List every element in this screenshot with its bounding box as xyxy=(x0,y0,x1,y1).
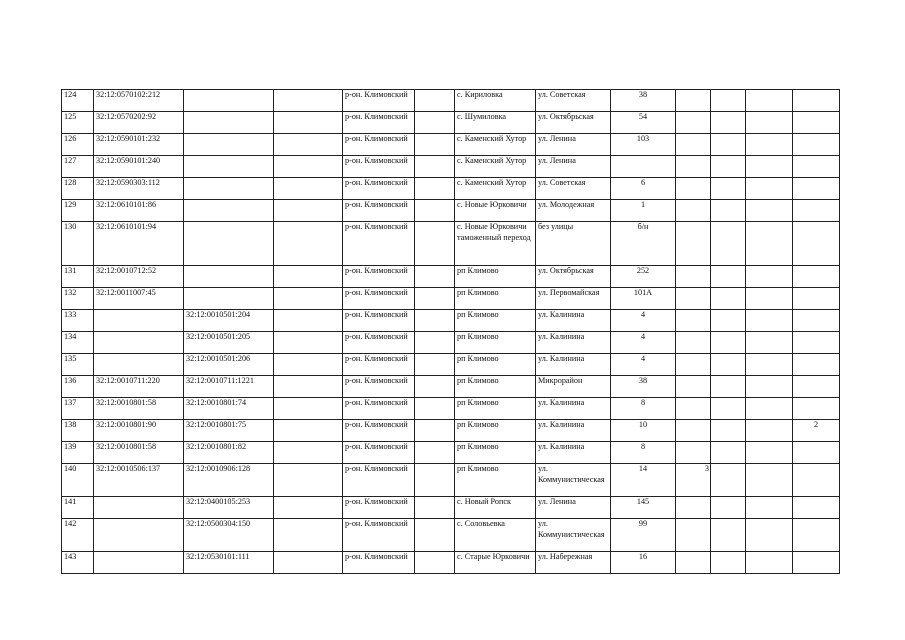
locality-cell: с. Новые Юрковичи xyxy=(455,200,536,222)
street-cell: ул. Набережная xyxy=(536,552,611,574)
row-number-cell: 133 xyxy=(62,310,94,332)
empty-cell xyxy=(746,90,793,112)
row-number-cell: 141 xyxy=(62,497,94,519)
building-cadastral-cell: 32:12:0010801:74 xyxy=(184,398,274,420)
row-number-cell: 138 xyxy=(62,420,94,442)
table-row xyxy=(62,178,840,200)
row-number-cell: 132 xyxy=(62,288,94,310)
empty-cell xyxy=(711,354,746,376)
empty-cell xyxy=(746,310,793,332)
street-cell: ул. Советская xyxy=(536,90,611,112)
house-number-cell: 252 xyxy=(611,266,676,288)
building-cadastral-cell: 32:12:0010501:204 xyxy=(184,310,274,332)
extra-cell-3 xyxy=(793,376,840,398)
house-number-cell: 4 xyxy=(611,310,676,332)
district-cell: р-он. Климовский xyxy=(343,156,415,178)
empty-cell xyxy=(274,178,343,200)
empty-cell xyxy=(415,354,455,376)
empty-cell xyxy=(746,354,793,376)
empty-cell xyxy=(415,222,455,266)
table-row xyxy=(62,222,840,266)
building-cadastral-cell xyxy=(184,288,274,310)
empty-cell xyxy=(746,156,793,178)
empty-cell xyxy=(711,178,746,200)
table-row xyxy=(62,134,840,156)
empty-cell xyxy=(711,222,746,266)
district-cell: р-он. Климовский xyxy=(343,178,415,200)
empty-cell xyxy=(746,464,793,497)
building-cadastral-cell: 32:12:0500304:150 xyxy=(184,519,274,552)
row-number-cell: 131 xyxy=(62,266,94,288)
table-row xyxy=(62,519,840,552)
extra-cell-3 xyxy=(793,178,840,200)
row-number-cell: 139 xyxy=(62,442,94,464)
empty-cell xyxy=(274,398,343,420)
empty-cell xyxy=(415,134,455,156)
building-cadastral-cell xyxy=(184,266,274,288)
district-cell: р-он. Климовский xyxy=(343,112,415,134)
empty-cell xyxy=(711,332,746,354)
extra-cell-3 xyxy=(793,442,840,464)
row-number-cell: 135 xyxy=(62,354,94,376)
locality-cell: рп Климово xyxy=(455,332,536,354)
row-number-cell: 134 xyxy=(62,332,94,354)
empty-cell xyxy=(711,398,746,420)
street-cell: ул. Калинина xyxy=(536,442,611,464)
district-cell: р-он. Климовский xyxy=(343,200,415,222)
extra-cell-3 xyxy=(793,464,840,497)
street-cell: ул. Коммунистическая xyxy=(536,464,611,497)
building-cadastral-cell: 32:12:0400105:253 xyxy=(184,497,274,519)
empty-cell xyxy=(746,288,793,310)
empty-cell xyxy=(415,156,455,178)
empty-cell xyxy=(711,442,746,464)
house-number-cell: 4 xyxy=(611,354,676,376)
house-number-cell: 145 xyxy=(611,497,676,519)
extra-cell-1 xyxy=(676,497,711,519)
building-cadastral-cell xyxy=(184,200,274,222)
table-row xyxy=(62,310,840,332)
extra-cell-3 xyxy=(793,288,840,310)
locality-cell: с. Шумиловка xyxy=(455,112,536,134)
extra-cell-1 xyxy=(676,332,711,354)
extra-cell-1 xyxy=(676,90,711,112)
house-number-cell: 14 xyxy=(611,464,676,497)
cadastral-number-cell xyxy=(94,354,184,376)
empty-cell xyxy=(274,376,343,398)
house-number-cell: 38 xyxy=(611,376,676,398)
empty-cell xyxy=(711,112,746,134)
empty-cell xyxy=(711,134,746,156)
extra-cell-3 xyxy=(793,134,840,156)
district-cell: р-он. Климовский xyxy=(343,222,415,266)
empty-cell xyxy=(711,376,746,398)
extra-cell-3 xyxy=(793,519,840,552)
house-number-cell: 8 xyxy=(611,398,676,420)
empty-cell xyxy=(711,266,746,288)
building-cadastral-cell: 32:12:0010906:128 xyxy=(184,464,274,497)
row-number-cell: 142 xyxy=(62,519,94,552)
empty-cell xyxy=(746,112,793,134)
row-number-cell: 126 xyxy=(62,134,94,156)
extra-cell-3 xyxy=(793,497,840,519)
table-body xyxy=(62,90,840,574)
building-cadastral-cell xyxy=(184,134,274,156)
building-cadastral-cell: 32:12:0530101:111 xyxy=(184,552,274,574)
street-cell: ул. Калинина xyxy=(536,354,611,376)
cadastral-number-cell xyxy=(94,519,184,552)
building-cadastral-cell xyxy=(184,112,274,134)
table-row xyxy=(62,464,840,497)
empty-cell xyxy=(711,310,746,332)
table-row xyxy=(62,156,840,178)
street-cell: ул. Коммунистическая xyxy=(536,519,611,552)
cadastral-number-cell: 32:12:0570202:92 xyxy=(94,112,184,134)
cadastral-number-cell: 32:12:0590101:232 xyxy=(94,134,184,156)
building-cadastral-cell: 32:12:0010801:82 xyxy=(184,442,274,464)
building-cadastral-cell xyxy=(184,90,274,112)
table-row xyxy=(62,112,840,134)
cadastral-number-cell: 32:12:0010801:58 xyxy=(94,398,184,420)
street-cell: ул. Калинина xyxy=(536,332,611,354)
empty-cell xyxy=(274,288,343,310)
empty-cell xyxy=(415,332,455,354)
empty-cell xyxy=(415,200,455,222)
empty-cell xyxy=(711,464,746,497)
cadastral-number-cell: 32:12:0010712:52 xyxy=(94,266,184,288)
empty-cell xyxy=(274,497,343,519)
extra-cell-1: 3 xyxy=(676,464,711,497)
extra-cell-1 xyxy=(676,222,711,266)
empty-cell xyxy=(711,156,746,178)
extra-cell-3 xyxy=(793,200,840,222)
empty-cell xyxy=(415,178,455,200)
empty-cell xyxy=(711,519,746,552)
locality-cell: с. Старые Юрковичи xyxy=(455,552,536,574)
house-number-cell: 6 xyxy=(611,178,676,200)
empty-cell xyxy=(274,519,343,552)
empty-cell xyxy=(274,310,343,332)
row-number-cell: 128 xyxy=(62,178,94,200)
building-cadastral-cell xyxy=(184,178,274,200)
building-cadastral-cell: 32:12:0010501:206 xyxy=(184,354,274,376)
street-cell: ул. Октябрьская xyxy=(536,266,611,288)
house-number-cell: 101А xyxy=(611,288,676,310)
locality-cell: рп Климово xyxy=(455,398,536,420)
locality-cell: с. Новый Ропск xyxy=(455,497,536,519)
extra-cell-3 xyxy=(793,90,840,112)
street-cell: ул. Ленина xyxy=(536,156,611,178)
empty-cell xyxy=(746,200,793,222)
empty-cell xyxy=(415,464,455,497)
empty-cell xyxy=(274,134,343,156)
empty-cell xyxy=(746,420,793,442)
cadastral-number-cell xyxy=(94,497,184,519)
empty-cell xyxy=(746,376,793,398)
building-cadastral-cell xyxy=(184,156,274,178)
district-cell: р-он. Климовский xyxy=(343,464,415,497)
locality-cell: рп Климово xyxy=(455,442,536,464)
extra-cell-1 xyxy=(676,266,711,288)
empty-cell xyxy=(711,497,746,519)
extra-cell-3 xyxy=(793,332,840,354)
locality-cell: рп Климово xyxy=(455,288,536,310)
extra-cell-3 xyxy=(793,552,840,574)
extra-cell-1 xyxy=(676,552,711,574)
house-number-cell: 103 xyxy=(611,134,676,156)
table-row xyxy=(62,332,840,354)
table-row xyxy=(62,90,840,112)
table-row xyxy=(62,200,840,222)
empty-cell xyxy=(746,398,793,420)
cadastral-number-cell: 32:12:0610101:94 xyxy=(94,222,184,266)
row-number-cell: 137 xyxy=(62,398,94,420)
district-cell: р-он. Климовский xyxy=(343,354,415,376)
extra-cell-3 xyxy=(793,310,840,332)
cadastral-number-cell: 32:12:0610101:86 xyxy=(94,200,184,222)
registry-table xyxy=(61,89,840,574)
empty-cell xyxy=(415,398,455,420)
building-cadastral-cell: 32:12:0010501:205 xyxy=(184,332,274,354)
row-number-cell: 140 xyxy=(62,464,94,497)
cadastral-number-cell: 32:12:0590303:112 xyxy=(94,178,184,200)
extra-cell-1 xyxy=(676,376,711,398)
cadastral-number-cell: 32:12:0010801:58 xyxy=(94,442,184,464)
locality-cell: рп Климово xyxy=(455,420,536,442)
house-number-cell: 38 xyxy=(611,90,676,112)
locality-cell: с. Кириловка xyxy=(455,90,536,112)
extra-cell-1 xyxy=(676,310,711,332)
extra-cell-3: 2 xyxy=(793,420,840,442)
empty-cell xyxy=(415,552,455,574)
district-cell: р-он. Климовский xyxy=(343,134,415,156)
extra-cell-3 xyxy=(793,156,840,178)
table-row xyxy=(62,442,840,464)
house-number-cell: 4 xyxy=(611,332,676,354)
cadastral-number-cell xyxy=(94,332,184,354)
empty-cell xyxy=(415,420,455,442)
empty-cell xyxy=(274,442,343,464)
locality-cell: с. Каменский Хутор xyxy=(455,178,536,200)
extra-cell-3 xyxy=(793,354,840,376)
extra-cell-1 xyxy=(676,112,711,134)
street-cell: ул. Первомайская xyxy=(536,288,611,310)
empty-cell xyxy=(746,332,793,354)
street-cell: без улицы xyxy=(536,222,611,266)
empty-cell xyxy=(746,266,793,288)
empty-cell xyxy=(274,222,343,266)
house-number-cell: 54 xyxy=(611,112,676,134)
row-number-cell: 124 xyxy=(62,90,94,112)
street-cell: ул. Калинина xyxy=(536,398,611,420)
empty-cell xyxy=(415,497,455,519)
cadastral-number-cell: 32:12:0010506:137 xyxy=(94,464,184,497)
table-row xyxy=(62,497,840,519)
empty-cell xyxy=(415,310,455,332)
locality-cell: рп Климово xyxy=(455,266,536,288)
house-number-cell: 16 xyxy=(611,552,676,574)
empty-cell xyxy=(711,90,746,112)
cadastral-number-cell: 32:12:0010711:220 xyxy=(94,376,184,398)
extra-cell-3 xyxy=(793,398,840,420)
empty-cell xyxy=(746,442,793,464)
extra-cell-1 xyxy=(676,178,711,200)
building-cadastral-cell: 32:12:0010801:75 xyxy=(184,420,274,442)
district-cell: р-он. Климовский xyxy=(343,288,415,310)
street-cell: ул. Октябрьская xyxy=(536,112,611,134)
district-cell: р-он. Климовский xyxy=(343,310,415,332)
extra-cell-3 xyxy=(793,112,840,134)
district-cell: р-он. Климовский xyxy=(343,266,415,288)
extra-cell-1 xyxy=(676,354,711,376)
row-number-cell: 143 xyxy=(62,552,94,574)
cadastral-number-cell xyxy=(94,310,184,332)
empty-cell xyxy=(415,90,455,112)
building-cadastral-cell: 32:12:0010711:1221 xyxy=(184,376,274,398)
empty-cell xyxy=(274,90,343,112)
empty-cell xyxy=(746,552,793,574)
district-cell: р-он. Климовский xyxy=(343,519,415,552)
street-cell: ул. Ленина xyxy=(536,134,611,156)
empty-cell xyxy=(415,112,455,134)
empty-cell xyxy=(274,156,343,178)
district-cell: р-он. Климовский xyxy=(343,398,415,420)
locality-cell: рп Климово xyxy=(455,354,536,376)
empty-cell xyxy=(746,134,793,156)
locality-cell: с. Соловьевка xyxy=(455,519,536,552)
locality-cell: с. Каменский Хутор xyxy=(455,156,536,178)
locality-cell: с. Новые Юрковичи таможенный переход xyxy=(455,222,536,266)
empty-cell xyxy=(711,552,746,574)
locality-cell: рп Климово xyxy=(455,464,536,497)
extra-cell-3 xyxy=(793,266,840,288)
cadastral-number-cell: 32:12:0570102:212 xyxy=(94,90,184,112)
locality-cell: с. Каменский Хутор xyxy=(455,134,536,156)
empty-cell xyxy=(274,112,343,134)
building-cadastral-cell xyxy=(184,222,274,266)
district-cell: р-он. Климовский xyxy=(343,90,415,112)
house-number-cell: 99 xyxy=(611,519,676,552)
district-cell: р-он. Климовский xyxy=(343,376,415,398)
district-cell: р-он. Климовский xyxy=(343,552,415,574)
locality-cell: рп Климово xyxy=(455,310,536,332)
empty-cell xyxy=(746,222,793,266)
extra-cell-1 xyxy=(676,200,711,222)
empty-cell xyxy=(711,200,746,222)
row-number-cell: 127 xyxy=(62,156,94,178)
street-cell: ул. Ленина xyxy=(536,497,611,519)
empty-cell xyxy=(274,354,343,376)
row-number-cell: 130 xyxy=(62,222,94,266)
table-row xyxy=(62,420,840,442)
house-number-cell: 8 xyxy=(611,442,676,464)
district-cell: р-он. Климовский xyxy=(343,442,415,464)
empty-cell xyxy=(274,266,343,288)
house-number-cell xyxy=(611,156,676,178)
extra-cell-1 xyxy=(676,398,711,420)
empty-cell xyxy=(746,178,793,200)
district-cell: р-он. Климовский xyxy=(343,420,415,442)
house-number-cell: 1 xyxy=(611,200,676,222)
street-cell: Микрорайон xyxy=(536,376,611,398)
empty-cell xyxy=(274,332,343,354)
row-number-cell: 129 xyxy=(62,200,94,222)
extra-cell-1 xyxy=(676,442,711,464)
empty-cell xyxy=(711,288,746,310)
house-number-cell: б/н xyxy=(611,222,676,266)
street-cell: ул. Советская xyxy=(536,178,611,200)
table-row xyxy=(62,288,840,310)
empty-cell xyxy=(415,519,455,552)
district-cell: р-он. Климовский xyxy=(343,497,415,519)
table-row xyxy=(62,376,840,398)
extra-cell-1 xyxy=(676,288,711,310)
empty-cell xyxy=(274,200,343,222)
house-number-cell: 10 xyxy=(611,420,676,442)
table-row xyxy=(62,354,840,376)
extra-cell-1 xyxy=(676,519,711,552)
locality-cell: рп Климово xyxy=(455,376,536,398)
empty-cell xyxy=(274,464,343,497)
empty-cell xyxy=(415,376,455,398)
empty-cell xyxy=(274,420,343,442)
cadastral-number-cell xyxy=(94,552,184,574)
extra-cell-1 xyxy=(676,134,711,156)
extra-cell-1 xyxy=(676,156,711,178)
street-cell: ул. Калинина xyxy=(536,420,611,442)
empty-cell xyxy=(746,519,793,552)
empty-cell xyxy=(274,552,343,574)
table-row xyxy=(62,266,840,288)
empty-cell xyxy=(415,266,455,288)
street-cell: ул. Калинина xyxy=(536,310,611,332)
extra-cell-1 xyxy=(676,420,711,442)
cadastral-number-cell: 32:12:0010801:90 xyxy=(94,420,184,442)
row-number-cell: 125 xyxy=(62,112,94,134)
empty-cell xyxy=(415,288,455,310)
cadastral-number-cell: 32:12:0590101:240 xyxy=(94,156,184,178)
table-row xyxy=(62,552,840,574)
table-row xyxy=(62,398,840,420)
street-cell: ул. Молодежная xyxy=(536,200,611,222)
cadastral-number-cell: 32:12:0011007:45 xyxy=(94,288,184,310)
district-cell: р-он. Климовский xyxy=(343,332,415,354)
empty-cell xyxy=(415,442,455,464)
row-number-cell: 136 xyxy=(62,376,94,398)
extra-cell-3 xyxy=(793,222,840,266)
empty-cell xyxy=(746,497,793,519)
empty-cell xyxy=(711,420,746,442)
